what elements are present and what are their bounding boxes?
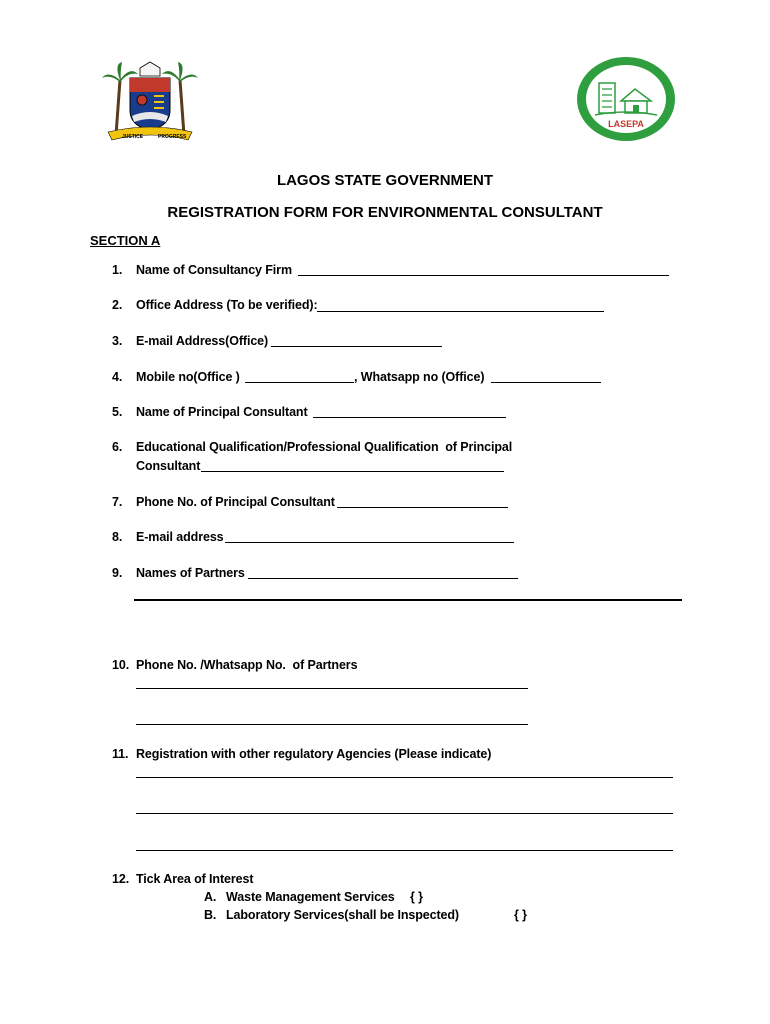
item-number: 4. [112,370,123,384]
option-laboratory-checkbox[interactable]: { } [514,908,527,922]
item-number: 3. [112,334,123,348]
option-waste-management-label: Waste Management Services [226,890,395,904]
mobile-office-field[interactable] [245,382,354,383]
partners-field[interactable] [248,578,518,579]
principal-phone-field[interactable] [337,507,508,508]
item-label-whatsapp-office: , Whatsapp no (Office) [354,370,485,384]
partner-phone-field-2[interactable] [136,724,528,725]
regulatory-field-1[interactable] [136,777,673,778]
item-label-qualification: Educational Qualification/Professional Qualification of Principal [136,440,513,454]
regulatory-field-2[interactable] [136,813,673,814]
form-title-government: LAGOS STATE GOVERNMENT [276,172,494,189]
horizontal-rule [134,599,682,601]
item-label-firm-name: Name of Consultancy Firm [136,263,292,277]
regulatory-field-3[interactable] [136,850,673,851]
whatsapp-office-field[interactable] [491,382,601,383]
qualification-field[interactable] [201,471,504,472]
partner-phone-field-1[interactable] [136,688,528,689]
item-label-regulatory-agencies: Registration with other regulatory Agencies (Please indicate) [136,747,492,761]
item-number: 1. [112,263,123,277]
item-number: 11. [112,747,129,761]
item-number: 6. [112,440,123,454]
office-email-field[interactable] [271,346,442,347]
office-address-field[interactable] [317,311,604,312]
email-field[interactable] [225,542,514,543]
item-number: 9. [112,566,123,580]
item-label-email: E-mail address [136,530,224,544]
item-label-area-of-interest: Tick Area of Interest [136,872,254,886]
option-laboratory-label: Laboratory Services(shall be Inspected) [226,908,459,922]
item-number: 8. [112,530,123,544]
item-label-principal-phone: Phone No. of Principal Consultant [136,495,335,509]
firm-name-field[interactable] [298,275,669,276]
item-label-office-address: Office Address (To be verified): [136,298,318,312]
principal-consultant-field[interactable] [313,417,506,418]
svg-text:PROGRESS: PROGRESS [158,134,187,140]
option-letter: A. [204,890,217,904]
lagos-coat-of-arms-icon [100,60,200,146]
item-number: 10. [112,658,130,672]
svg-text:LASEPA: LASEPA [608,119,644,129]
item-label-mobile-office: Mobile no(Office ) [136,370,240,384]
option-letter: B. [204,908,217,922]
form-title-registration: REGISTRATION FORM FOR ENVIRONMENTAL CONSULTANT [167,204,603,221]
item-label-principal-consultant: Name of Principal Consultant [136,405,308,419]
item-number: 2. [112,298,123,312]
item-number: 5. [112,405,123,419]
option-waste-management-checkbox[interactable]: { } [410,890,423,904]
item-label-qualification-cont: Consultant [136,459,201,473]
item-number: 7. [112,495,123,509]
item-number: 12. [112,872,130,886]
item-label-partner-phones: Phone No. /Whatsapp No. of Partners [136,658,358,672]
section-a-heading: SECTION A [90,233,161,248]
svg-text:JUSTICE: JUSTICE [122,134,144,140]
item-label-partners: Names of Partners [136,566,245,580]
lasepa-logo-icon [575,55,677,143]
item-label-office-email: E-mail Address(Office) [136,334,269,348]
